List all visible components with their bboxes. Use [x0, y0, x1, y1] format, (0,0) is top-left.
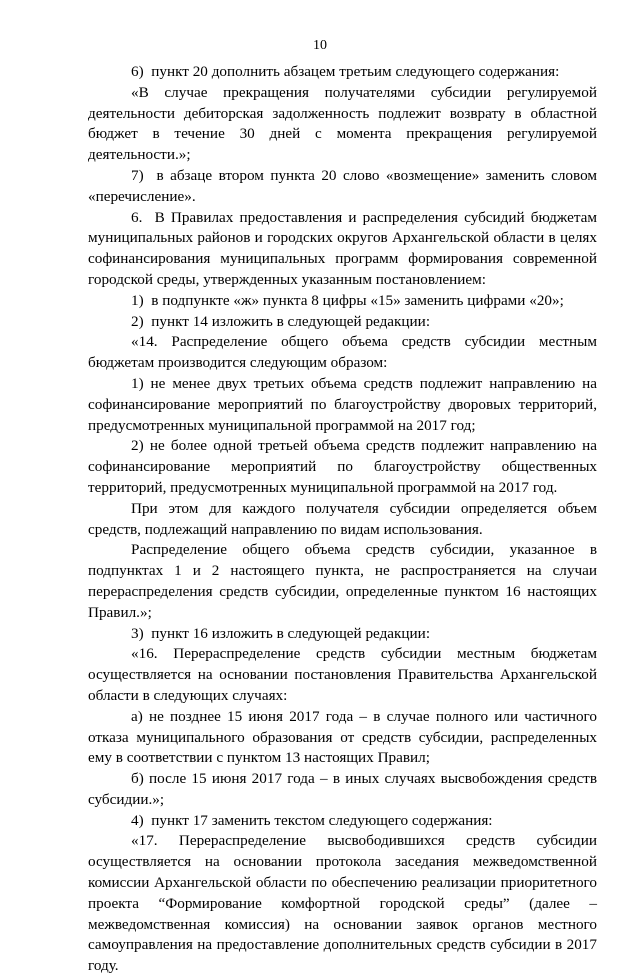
- paragraph-item-7-word-replace: 7) в абзаце втором пункта 20 слово «возмещение» заменить словом «перечисление».: [88, 166, 597, 205]
- paragraph-clause-14-intro: «14. Распределение общего объема средств субсидии местным бюджетам производится следующим образом:: [88, 333, 597, 372]
- paragraph-clause-17-text: «17. Перераспределение высвободившихся средств субсидии осуществляется на основании протокола заседания межведомственной комиссии Архангельской области по обеспечению реализации приоритетного проекта “Формирование комфортной городской среды” (далее – межведомственная комиссия) на основании заявок органов местного самоуправления на предоставление дополнительных средств субсидии в 2017 году.: [88, 832, 597, 975]
- paragraph-clause-16-item-a: а) не позднее 15 июня 2017 года – в случае полного или частичного отказа муниципального образования от средств субсидии, распределенных ему в соответствии с пунктом 13 настоящих Правил;: [88, 707, 597, 767]
- paragraph-clause-14-item-1: 1) не менее двух третьих объема средств подлежит направлению на софинансирование мероприятий по благоустройству дворовых территорий, предусмотренных муниципальной программой на 2017 год;: [88, 374, 597, 434]
- paragraph-sub-1-digits: 1) в подпункте «ж» пункта 8 цифры «15» заменить цифрами «20»;: [131, 291, 564, 309]
- paragraph-clause-14-note: При этом для каждого получателя субсидии определяется объем средств, подлежащий направлению по видам использования.: [88, 499, 597, 538]
- paragraph-sub-4-clause-17: 4) пункт 17 заменить текстом следующего содержания:: [131, 811, 493, 829]
- paragraph-section-6-rules: 6. В Правилах предоставления и распределения субсидий бюджетам муниципальных районов и городских округов Архангельской области в целях софинансирования муниципальных программ формирования современной городской среды, утвержденных указанным постановлением:: [88, 208, 597, 288]
- paragraph-item-6-clause-20: 6) пункт 20 дополнить абзацем третьим следующего содержания:: [131, 63, 560, 80]
- paragraph-clause-16-intro: «16. Перераспределение средств субсидии местным бюджетам осуществляется на основании постановления Правительства Архангельской области в следующих случаях:: [88, 645, 597, 704]
- paragraph-clause-14-distribution: Распределение общего объема средств субсидии, указанное в подпунктах 1 и 2 настоящего пункта, не распространяется на случаи перераспределения средств субсидии, определенные пунктом 16 настоящих Правил.»;: [88, 541, 597, 621]
- paragraph-sub-3-clause-16: 3) пункт 16 изложить в следующей редакции:: [131, 624, 431, 642]
- paragraph-sub-2-clause-14: 2) пункт 14 изложить в следующей редакции:: [131, 312, 431, 330]
- paragraph-clause-16-item-b: б) после 15 июня 2017 года – в иных случаях высвобождения средств субсидии.»;: [88, 770, 597, 808]
- paragraph-quote-receivables-return: «В случае прекращения получателями субсидии регулируемой деятельности дебиторская задолженность подлежит возврату в областной бюджет в течение 30 дней с момента прекращения регулируемой деятельности.»;: [88, 83, 597, 164]
- document-body: [88, 62, 597, 977]
- page-number: 10: [313, 38, 327, 53]
- paragraph-clause-14-item-2: 2) не более одной третьей объема средств подлежит направлению на софинансирование мероприятий по благоустройству общественных территорий, предусмотренных муниципальной программой на 2017 год.: [88, 437, 597, 496]
